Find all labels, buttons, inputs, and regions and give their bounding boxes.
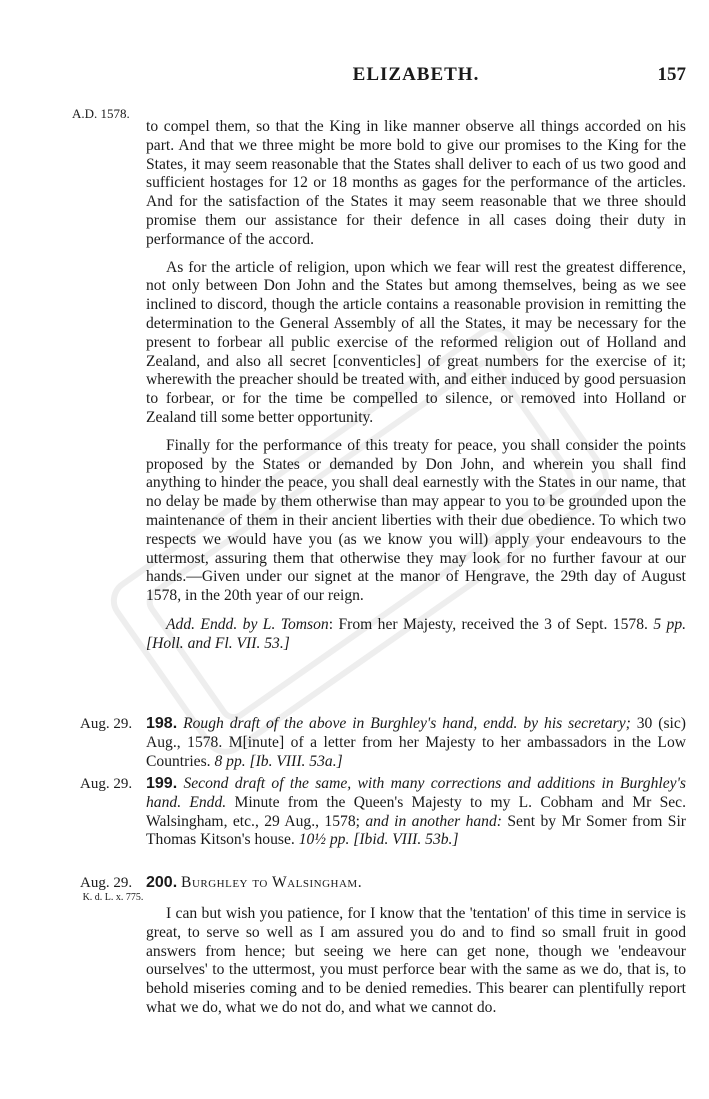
entry-pages: 10½ pp.: [298, 831, 350, 849]
entry-text: [146, 775, 686, 850]
paragraph-3: Finally for the performance of this treaty for peace, you shall consider the points proposed by the States or demanded by Don John, and wherein you shall find anything to hinder the peace, you shall deal earnestly with the States in our name, that no delay be made by them otherwise than may appear to you to be grounded upon the maintenance of them in their ancient liberties with their due obedience. To which two respects we would have you (as we know you will) apply your endeavours to the uttermost, assuring them that otherwise they may look for no further favour at our hands.—Given under our signet at the manor of Hengrave, the 29th day of August 1578, in the 20th year of our reign.: [146, 436, 686, 605]
entry-date: Aug. 29.: [80, 776, 133, 792]
endorsement: [146, 616, 686, 654]
entry-text: [146, 874, 686, 893]
entry-text: [146, 715, 686, 771]
entry-body: 30 (sic) Aug., 1578. M[inute] of a letter from her Majesty to her ambassadors in the Low Countries.: [146, 715, 686, 770]
page-number: 157: [657, 64, 686, 85]
endorsement-text: : From her Majesty, received the 3 of Sept. 1578.: [328, 615, 648, 633]
paragraph-1: to compel them, so that the King in like manner observe all things accorded on his part. And that we three might be more bold to give our promises to the King for the States, it may seem reasonable that the States shall deliver to each of us two good and sufficient hostages for 12 or 18 months as gages for the performance of the articles. And for the satisfaction of the States it may seem reasonable that we three should promise them our assistance for their defence in all cases doing their duty in performance of the accord.: [146, 118, 686, 248]
endorsement-italic: Add. Endd. by L. Tomson: [166, 615, 329, 633]
page-header: [146, 64, 686, 94]
endorsement-pages: 5 pp.: [653, 615, 687, 633]
calendar-entry-199: [80, 775, 686, 850]
entry-number: 199.: [146, 775, 178, 792]
entry-pages: 8 pp.: [214, 752, 246, 770]
entry-italic: Second draft of the same, with many corrections and additions in Burghley's hand. Endd.: [146, 775, 686, 811]
entry-body: Minute from the Queen's Majesty to my L. Cobham and Mr Sec. Walsingham, etc., 29 Aug., 1578;: [146, 793, 686, 830]
paragraph-2: As for the article of religion, upon which we fear will rest the greatest difference, not only between Don John and the States but among themselves, being as we see inclined to discord, though the article contains a reasonable provision in remitting the determination to the General Assembly of all the States, it may be necessary for the present to forbear all public exercise of the reformed religion out of Holland and Zealand, and also all secret [conventicles] of great numbers for the exercise of it; wherewith the preacher should be treated with, and either induced by good persuasion to forbear, or for the time be compelled to silence, or removed into Holland or Zealand till some better opportunity.: [146, 258, 686, 426]
entry-title: Burghley to Walsingham.: [181, 874, 363, 891]
endorsement-ref: [Holl. and Fl. VII. 53.]: [146, 634, 290, 652]
entry-ref: [Ibid. VIII. 53b.]: [353, 831, 459, 849]
entry-body-2: Sent by Mr Somer from Sir Thomas Kitson's house.: [146, 812, 686, 849]
entry-italic: Rough draft of the above in Burghley's hand, endd. by his secretary;: [183, 715, 631, 732]
running-title: ELIZABETH.: [352, 64, 480, 85]
entry-number: 200.: [146, 874, 178, 891]
letter-body: [146, 118, 686, 654]
entry-italic-2: and in another hand:: [359, 812, 502, 830]
entry-source-ref: K. d. L. x. 775.: [82, 892, 144, 903]
entry-ref: [Ib. VIII. 53a.]: [249, 752, 343, 770]
entry-date: Aug. 29.: [80, 875, 133, 891]
calendar-entry-198: [80, 715, 686, 771]
entry-number: 198.: [146, 715, 178, 732]
margin-year: A.D. 1578.: [72, 106, 130, 121]
entry-date: Aug. 29.: [80, 716, 133, 732]
calendar-entry-200: [80, 874, 686, 903]
letter-text: I can but wish you patience, for I know that the 'tentation' of this time in service is great, to serve so well as I am assured you do and to find so small fruit in good answers from hence; but seeing we here can get none, though we 'endeavour ourselves' to the uttermost, you must perforce bear with the same as we do, that is, to behold miseries coming and to be denied remedies. This bearer can plentifully report what we do, what we do not do, and what we cannot do.: [146, 905, 686, 1016]
